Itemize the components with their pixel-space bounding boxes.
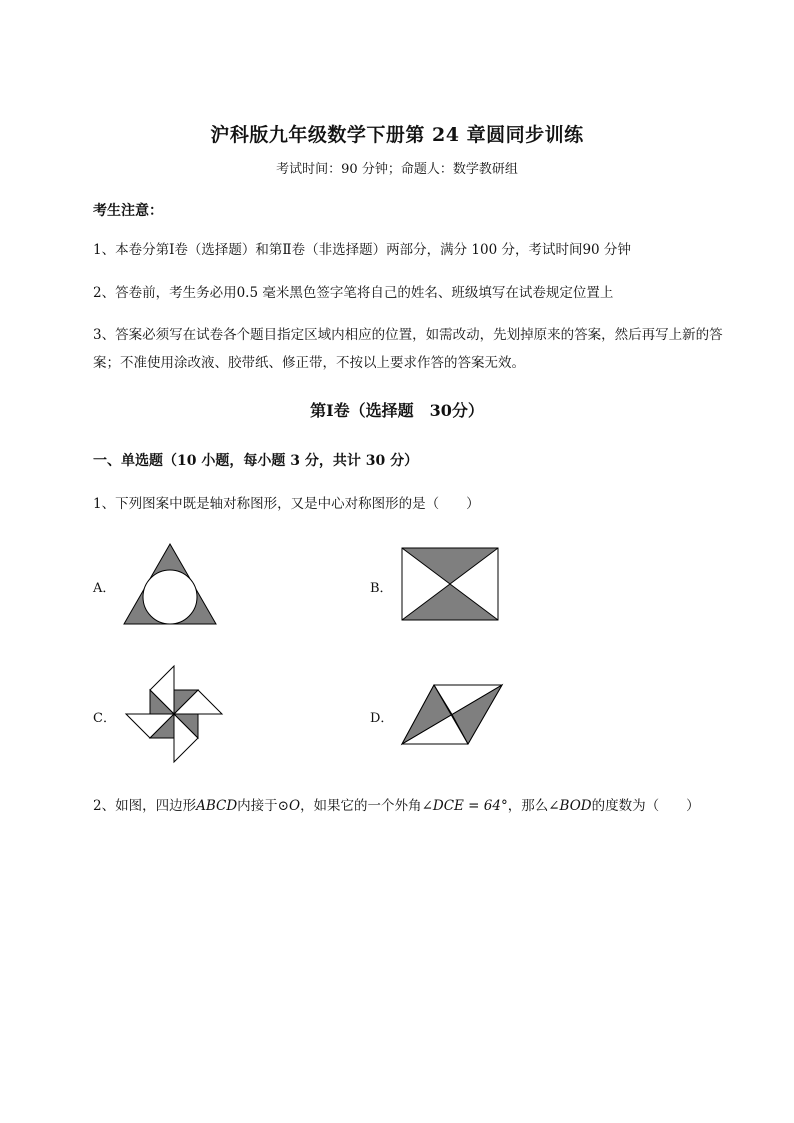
q2-mid3: ，那么 — [507, 798, 549, 814]
q2-suffix: 的度数为（ ） — [591, 798, 700, 814]
q2-mid1: 内接于 — [237, 798, 278, 814]
option-a-label: A． — [93, 581, 116, 596]
option-c-label: C． — [93, 711, 116, 726]
notice-item-3: 3、答案必须写在试卷各个题目指定区域内相应的位置，如需改动，先划掉原来的答案，然后再写上新的答案；不准使用涂改液、胶带纸、修正带，不按以上要求作答的答案无效。 — [93, 327, 723, 371]
question-2 — [93, 794, 700, 814]
part-title: 一、单选题（10 小题，每小题 3 分，共计 30 分） — [93, 453, 419, 469]
notice-item-2: 2、答卷前，考生务必用0.5 毫米黑色签字笔将自己的姓名、班级填写在试卷规定位置上 — [93, 285, 614, 301]
q2-circle: ⊙O — [277, 798, 301, 814]
option-b-label: B． — [370, 581, 393, 596]
section-title: 第Ⅰ卷（选择题 30分） — [310, 401, 484, 420]
question-1: 1、下列图案中既是轴对称图形，又是中心对称图形的是（ ） — [93, 496, 480, 512]
q2-quadrilateral: ABCD — [196, 798, 238, 814]
q2-prefix: 2、如图，四边形 — [93, 798, 197, 814]
q2-angle-bod: ∠BOD — [548, 798, 592, 814]
figure-c-pinwheel — [124, 664, 224, 764]
exam-info: 考试时间：90 分钟；命题人：数学教研组 — [276, 162, 518, 177]
option-d-label: D． — [370, 711, 394, 726]
q2-angle-dce: ∠DCE = 64° — [421, 798, 508, 814]
notice-item-1: 1、本卷分第Ⅰ卷（选择题）和第Ⅱ卷（非选择题）两部分，满分 100 分，考试时间90 分钟 — [93, 242, 631, 258]
page-title: 沪科版九年级数学下册第 24 章圆同步训练 — [210, 124, 584, 146]
figure-b-rectangle-diagonals — [400, 546, 500, 622]
figure-d-parallelogram — [400, 682, 506, 748]
q2-mid2: ，如果它的一个外角 — [300, 798, 422, 814]
figure-a-triangle-circle — [120, 540, 220, 628]
notice-heading: 考生注意： — [93, 203, 163, 219]
